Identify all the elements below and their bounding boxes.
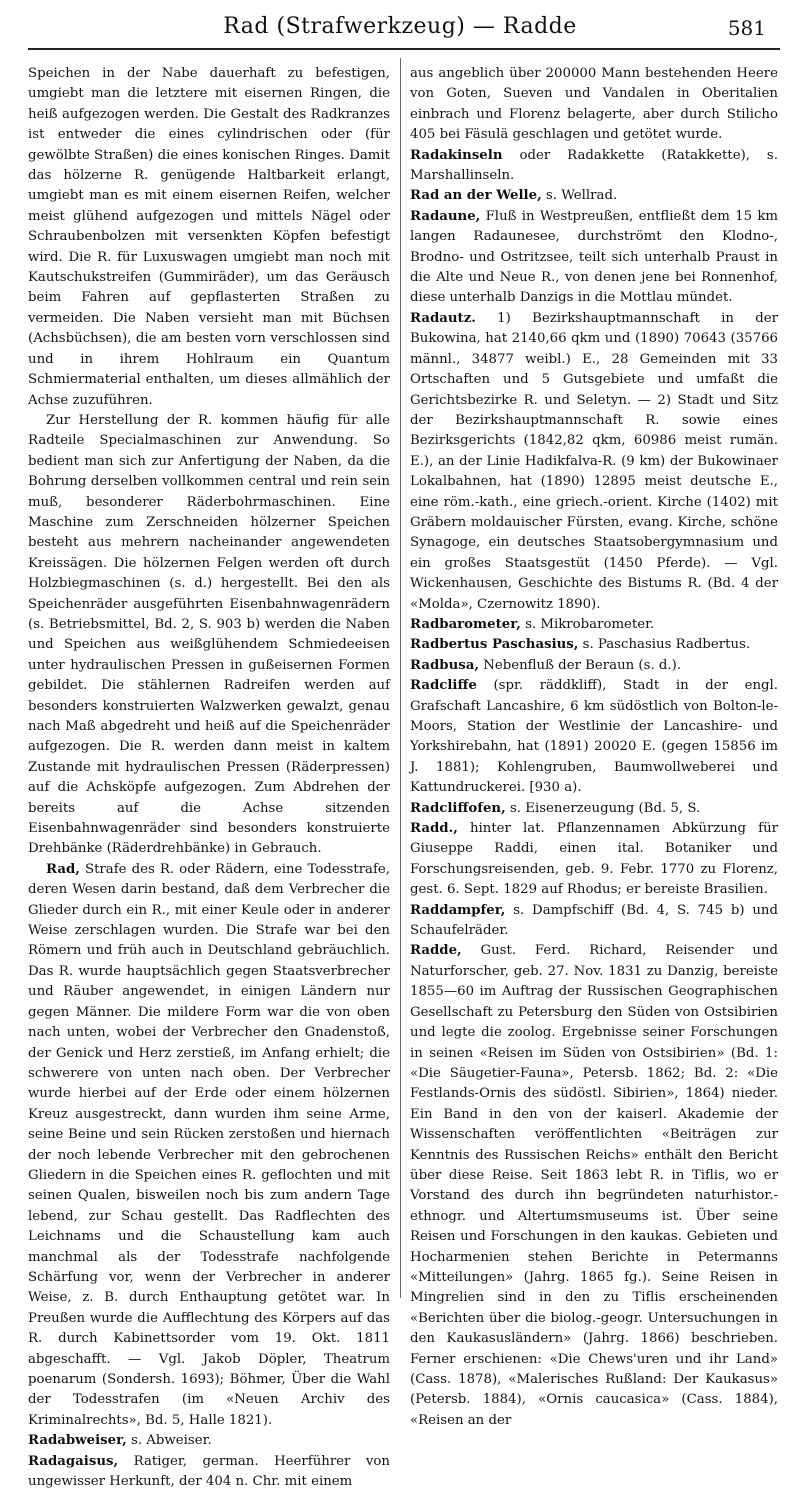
- entry-headword: Raddampfer,: [410, 902, 506, 918]
- entry-headword: Radagaisus,: [28, 1453, 119, 1469]
- page-number: 581: [727, 16, 766, 40]
- running-title: Rad (Strafwerkzeug) — Radde: [223, 14, 577, 39]
- entry-headword: Radbarometer,: [410, 616, 521, 632]
- encyclopedia-entry: [410, 941, 778, 1431]
- encyclopedia-entry: [410, 819, 778, 901]
- entry-text: Zur Herstellung der R. kommen häufig für alle Radteile Specialmaschinen zur Anwendung. So bedient man sich zur Anfertigung der Naben, da die Bohrung derselben vollkommen central und rein sein muß, besonderer Räderbohrmaschinen. Eine Maschine zum Zerschneiden hölzerner Speichen besteht aus mehrern nacheinander angewendeten Kreissägen. Die hölzernen Felgen werden oft durch Holzbiegmaschinen (s. d.) hergestellt. Bei den als Speichenräder ausgeführten Eisenbahnwagenrädern (s. Betriebsmittel, Bd. 2, S. 903 b) werden die Naben und Speichen aus weißglühendem Schmiedeeisen unter hydraulischen Pressen in gußeisernen Formen gebildet. Die stählernen Radreifen werden auf besonders konstruierten Walzwerken gewalzt, genau nach Maß abgedreht und heiß auf die Speichenräder aufgezogen. Die R. werden dann meist in kaltem Zustande mit hydraulischen Pressen (Räderpressen) auf die Achsköpfe aufgezogen. Zum Abdrehen der bereits auf die Achse sitzenden Eisenbahnwagenräder sind besonders konstruierte Drehbänke (Räderdrehbänke) in Gebrauch.: [28, 412, 390, 857]
- entry-text: (spr. räddkliff), Stadt in der engl. Grafschaft Lancashire, 6 km südöstlich von Bolton-le-Moors, Station der Westlinie der Lancashire- und Yorkshirebahn, hat (1891) 20020 E. (gegen 15856 im J. 1881); Kohlengruben, Baumwollweberei und Kattundruckerei. [930 a).: [410, 678, 778, 796]
- entry-text: hinter lat. Pflanzennamen Abkürzung für Giuseppe Raddi, einen ital. Botaniker und Forschungsreisenden, geb. 9. Febr. 1770 zu Florenz, gest. 6. Sept. 1829 auf Rhodus; er bereiste Brasilien.: [410, 821, 778, 898]
- entry-text: s. Dampfschiff (Bd. 4, S. 745 b) und Schaufelräder.: [410, 902, 778, 939]
- entry-text: Ratiger, german. Heerführer von ungewisser Herkunft, der 404 n. Chr. mit einem: [28, 1453, 390, 1490]
- header-rule: [28, 48, 780, 50]
- entry-headword: Radbertus Paschasius,: [410, 637, 579, 653]
- entry-headword: Rad an der Welle,: [410, 188, 542, 204]
- encyclopedia-entry: [410, 64, 778, 146]
- entry-text: 1) Bezirkshauptmannschaft in der Bukowina, hat 2140,66 qkm und (1890) 70643 (35766 männl., 34877 weibl.) E., 28 Gemeinden mit 33 Ortschaften und 5 Gutsgebiete und umfaßt die Gerichtsbezirke R. und Seletyn. — 2) Stadt und Sitz der Bezirkshauptmannschaft R. sowie eines Bezirksgerichts (1842,82 qkm, 60986 meist rumän. E.), an der Linie Hadikfalva-R. (9 km) der Bukowinaer Lokalbahnen, hat (1890) 12895 meist deutsche E., eine röm.-kath., eine griech.-orient. Kirche (1402) mit Gräbern moldauischer Fürsten, evang. Kirche, schöne Synagoge, ein deutsches Staatsobergymnasium und ein großes Staatsgestüt (1450 Pferde). — Vgl. Wickenhausen, Geschichte des Bistums R. (Bd. 4 der «Molda», Czernowitz 1890).: [410, 310, 778, 612]
- encyclopedia-entry: [410, 676, 778, 798]
- encyclopedia-entry: [410, 146, 778, 187]
- entry-text: Fluß in Westpreußen, entfließt dem 15 km langen Radaunesee, durchströmt den Klodno-, Brodno- und Ostritzsee, teilt sich unterhalb Praust in die Alte und Neue R., von denen jene bei Ronnenhof, diese unterhalb Danzigs in die Mottlau mündet.: [410, 208, 778, 306]
- encyclopedia-entry: [28, 411, 390, 860]
- entry-headword: Radaune,: [410, 208, 481, 224]
- entry-headword: Radabweiser,: [28, 1433, 127, 1449]
- entry-text: s. Paschasius Radbertus.: [578, 637, 751, 653]
- entry-headword: Radbusa,: [410, 657, 479, 673]
- encyclopedia-entry: [410, 635, 778, 655]
- encyclopedia-entry: [28, 1431, 390, 1451]
- encyclopedia-entry: [410, 186, 778, 206]
- encyclopedia-entry: [28, 860, 390, 1431]
- entry-text: Nebenfluß der Beraun (s. d.).: [478, 657, 682, 673]
- right-column: [410, 64, 778, 1431]
- encyclopedia-entry: [410, 656, 778, 676]
- encyclopedia-entry: [410, 207, 778, 309]
- entry-text: s. Mikrobarometer.: [520, 616, 655, 632]
- entry-headword: Radd.,: [410, 821, 458, 837]
- entry-headword: Radautz.: [410, 310, 476, 326]
- entry-text: s. Wellrad.: [541, 188, 618, 204]
- entry-headword: Radde,: [410, 943, 462, 959]
- entry-text: oder Radakkette (Ratakkette), s. Marshallinseln.: [410, 147, 778, 184]
- entry-text: s. Abweiser.: [126, 1433, 212, 1449]
- entry-text: Speichen in der Nabe dauerhaft zu befestigen, umgiebt man die letztere mit eisernen Ringen, die heiß aufgezogen werden. Die Gestalt des Radkranzes ist entweder die eines cylindrischen oder (für gewölbte Straßen) die eines konischen Ringes. Damit das hölzerne R. genügende Haltbarkeit erlangt, umgiebt man es mit einem eisernen Reifen, welcher meist glühend aufgezogen und mittels Nägel oder Schraubenbolzen mit versenkten Köpfen befestigt wird. Die R. für Luxuswagen umgiebt man noch mit Kautschukstreifen (Gummiräder), um das Geräusch beim Fahren auf gepflasterten Straßen zu vermeiden. Die Naben versieht man mit Büchsen (Achsbüchsen), die am besten vorn verschlossen sind und in ihrem Hohlraum ein Quantum Schmiermaterial enthalten, um dieses allmählich der Achse zuzuführen.: [28, 66, 390, 408]
- encyclopedia-entry: [28, 1452, 390, 1492]
- page-header: [0, 8, 800, 48]
- entry-headword: Radakinseln: [410, 147, 503, 163]
- entry-text: aus angeblich über 200000 Mann bestehenden Heere von Goten, Sueven und Vandalen in Oberitalien einbrach und Florenz belagerte, aber durch Stilicho 405 bei Fäsulä geschlagen und getötet wurde.: [410, 66, 778, 143]
- entry-text: Gust. Ferd. Richard, Reisender und Naturforscher, geb. 27. Nov. 1831 zu Danzig, bereiste 1855—60 im Auftrag der Russischen Geographischen Gesellschaft zu Petersburg den Süden von Ostsibirien und legte die zoolog. Ergebnisse seiner Forschungen in seinen «Reisen im Süden von Ostsibirien» (Bd. 1: «Die Säugetier-Fauna», Petersb. 1862; Bd. 2: «Die Festlands-Ornis des südöstl. Sibirien», 1864) nieder. Ein Band in den von der kaiserl. Akademie der Wissenschaften veröffentlichten «Beiträgen zur Kenntnis des Russischen Reichs» enthält den Bericht über diese Reise. Seit 1863 lebt R. in Tiflis, wo er Vorstand des durch ihn begründeten naturhistor.-ethnogr. und Altertumsmuseums ist. Über seine Reisen und Forschungen in den kaukas. Gebieten und Hocharmenien stehen Berichte in Petermanns «Mitteilungen» (Jahrg. 1865 fg.). Seine Reisen in Mingrelien sind in den zu Tiflis erscheinenden «Berichten über die biolog.-geogr. Untersuchungen in den Kaukasusländern» (Jahrg. 1866) beschrieben. Ferner erschienen: «Die Chews'uren und ihr Land» (Cass. 1878), «Malerisches Rußland: Der Kaukasus» (Petersb. 1884), «Ornis caucasica» (Cass. 1884), «Reisen an der: [410, 943, 778, 1428]
- entry-headword: Radcliffe: [410, 678, 477, 694]
- encyclopedia-entry: [410, 309, 778, 615]
- entry-headword: Radcliffofen,: [410, 800, 506, 816]
- column-divider: [400, 58, 401, 1298]
- encyclopedia-entry: [28, 64, 390, 411]
- encyclopedia-entry: [410, 799, 778, 819]
- entry-text: Strafe des R. oder Rädern, eine Todesstrafe, deren Wesen darin bestand, daß dem Verbrecher die Glieder durch ein R., mit einer Keule oder in anderer Weise zerschlagen wurden. Die Strafe war bei den Römern und früh auch in Deutschland gebräuchlich. Das R. wurde hauptsächlich gegen Staatsverbrecher und Räuber angewendet, in einigen Ländern nur gegen Männer. Die mildere Form war die von oben nach unten, wobei der Verbrecher den Gnadenstoß, der Genick und Herz zerstieß, im Anfang erhielt; die schwerere von unten nach oben. Der Verbrecher wurde hierbei auf der Erde oder einem hölzernen Kreuz ausgestreckt, dann wurden ihm seine Arme, seine Beine und sein Rücken zerstoßen und hiernach der noch lebende Verbrecher mit den gebrochenen Gliedern in die Speichen eines R. geflochten und mit seinen Qualen, bisweilen noch bis zum andern Tage lebend, zur Schau gestellt. Das Radflechten des Leichnams und die Schaustellung kam auch manchmal als der Todesstrafe nachfolgende Schärfung vor, wenn der Verbrecher in anderer Weise, z. B. durch Enthauptung getötet war. In Preußen wurde die Aufflechtung des Körpers auf das R. durch Kabinettsorder vom 19. Okt. 1811 abgeschafft. — Vgl. Jakob Döpler, Theatrum poenarum (Sondersh. 1693); Böhmer, Über die Wahl der Todesstrafen (im «Neuen Archiv des Kriminalrechts», Bd. 5, Halle 1821).: [28, 861, 390, 1428]
- entry-text: s. Eisenerzeugung (Bd. 5, S.: [505, 800, 701, 816]
- encyclopedia-entry: [410, 901, 778, 942]
- left-column: [28, 64, 390, 1492]
- encyclopedia-entry: [410, 615, 778, 635]
- entry-headword: Rad,: [46, 861, 80, 877]
